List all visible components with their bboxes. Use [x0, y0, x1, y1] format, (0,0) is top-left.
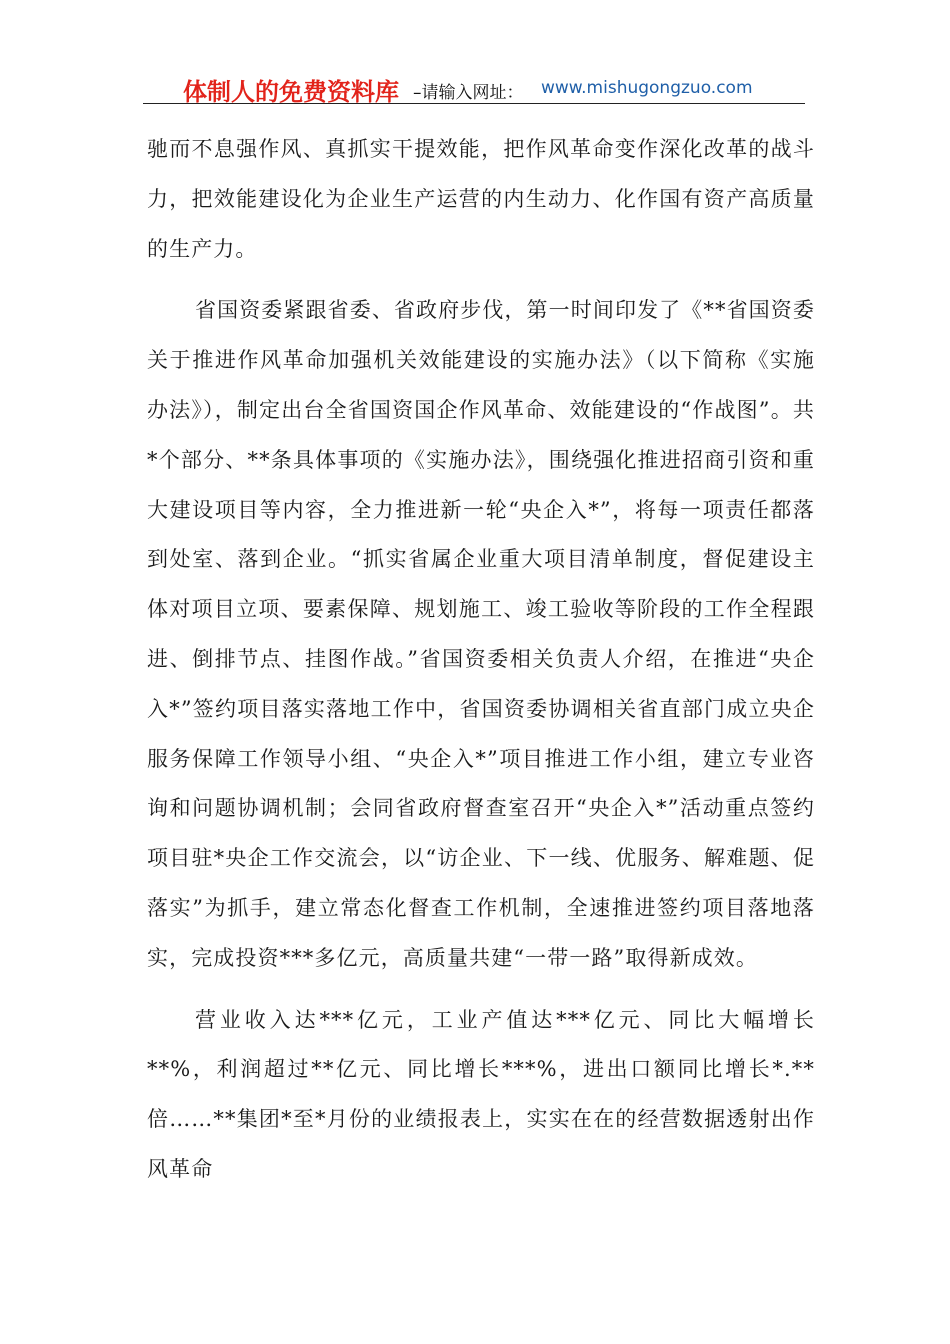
page-header: [143, 70, 805, 106]
header-title: 体制人的免费资料库: [183, 78, 399, 106]
paragraph: 省国资委紧跟省委、省政府步伐，第一时间印发了《**省国资委关于推进作风革命加强机关效能建设的实施办法》（以下简称《实施办法》），制定出台全省国资国企作风革命、效能建设的“作战图”。共*个部分、**条具体事项的《实施办法》，围绕强化推进招商引资和重大建设项目等内容，全力推进新一轮“央企入*”，将每一项责任都落到处室、落到企业。“抓实省属企业重大项目清单制度，督促建设主体对项目立项、要素保障、规划施工、竣工验收等阶段的工作全程跟进、倒排节点、挂图作战。”省国资委相关负责人介绍，在推进“央企入*”签约项目落实落地工作中，省国资委协调相关省直部门成立央企服务保障工作领导小组、“央企入*”项目推进工作小组，建立专业咨询和问题协调机制；会同省政府督查室召开“央企入*”活动重点签约项目驻*央企工作交流会，以“访企业、下一线、优服务、解难题、促落实”为抓手，建立常态化督查工作机制，全速推进签约项目落地落实，完成投资***多亿元，高质量共建“一带一路”取得新成效。: [147, 298, 815, 970]
document-body: [147, 125, 815, 1195]
header-url-prompt: –请输入网址：: [413, 83, 524, 103]
paragraph: 营业收入达***亿元，工业产值达***亿元、同比大幅增长**%，利润超过**亿元、同比增长***%，进出口额同比增长*.**倍……**集团*至*月份的业绩报表上，实实在在的经营数据透射出作风革命: [147, 1007, 815, 1181]
header-url-link[interactable]: www.mishugongzuo.com: [541, 78, 753, 98]
header-divider: [143, 103, 805, 104]
paragraph-continued: 驰而不息强作风、真抓实干提效能，把作风革命变作深化改革的战斗力，把效能建设化为企业生产运营的内生动力、化作国有资产高质量的生产力。: [147, 137, 815, 261]
